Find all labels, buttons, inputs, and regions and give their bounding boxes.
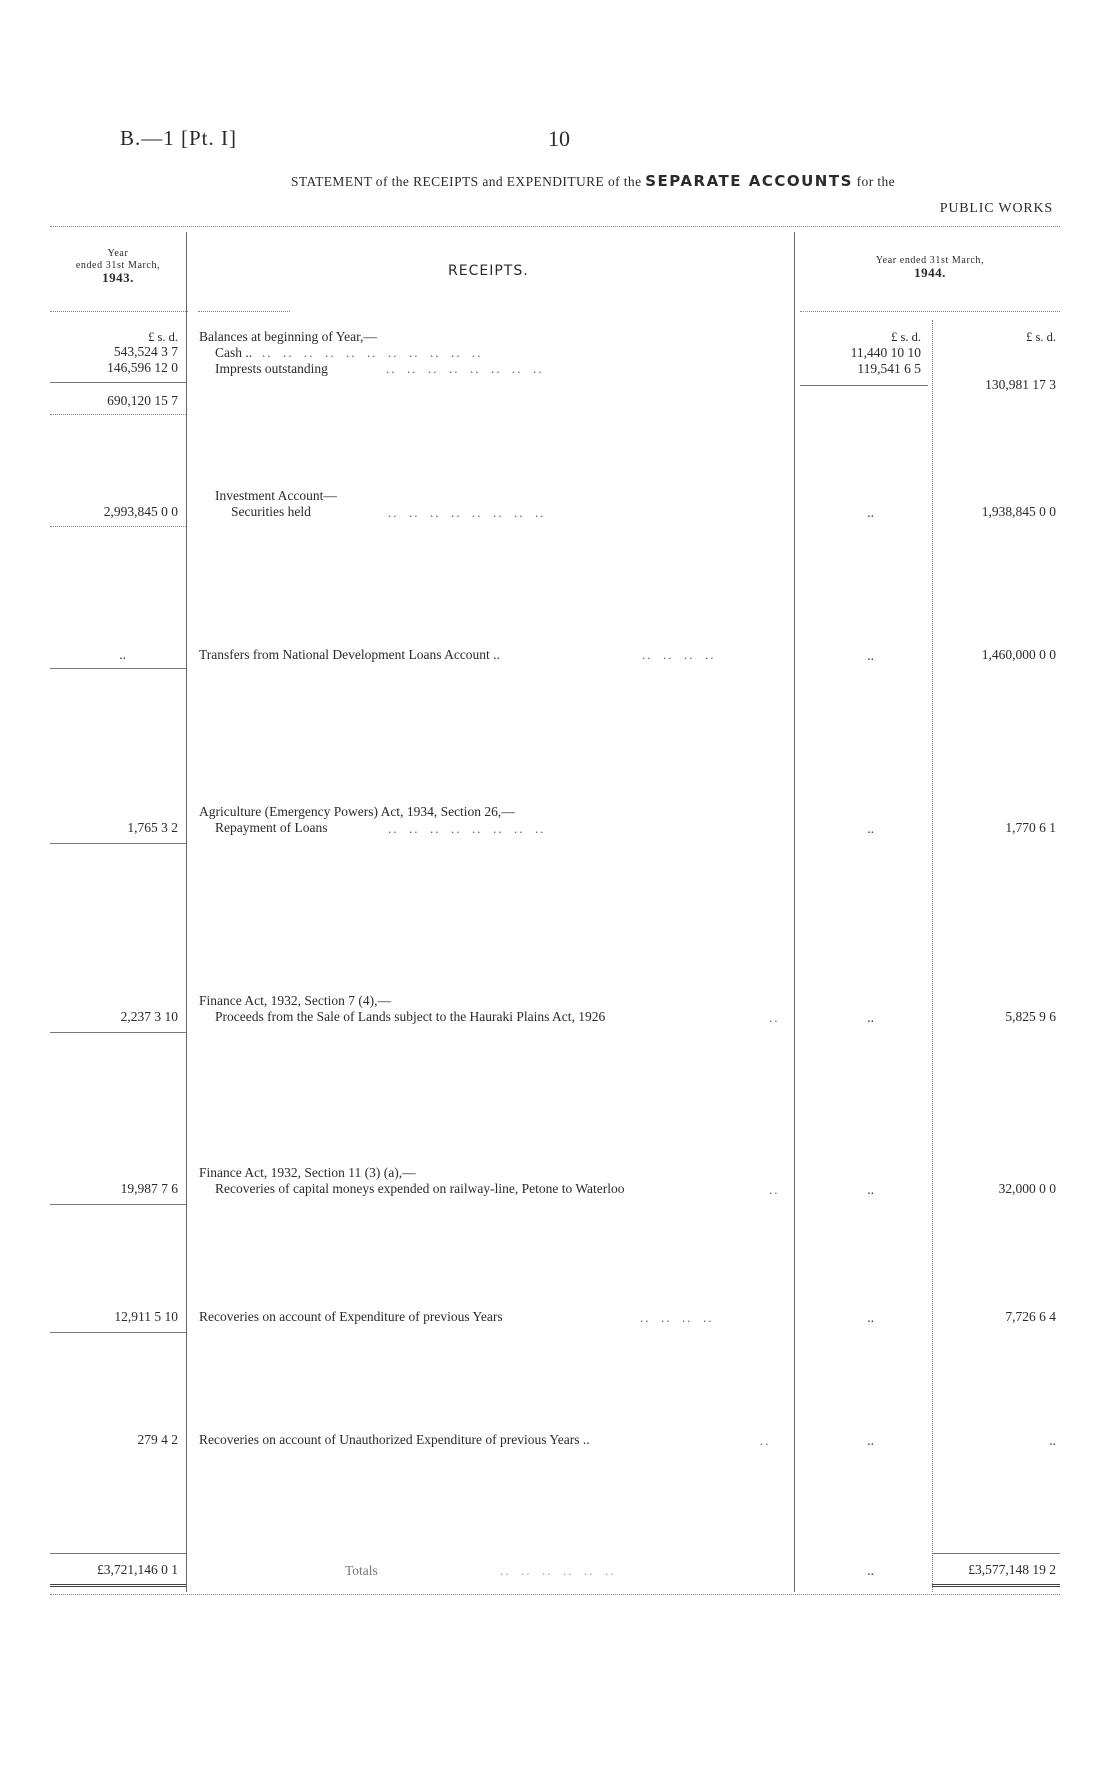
cur-transfers: 1,460,000 0 0	[981, 647, 1056, 662]
column-divider-subtotal	[932, 320, 933, 1592]
cur-sub-finance-s11: ..	[867, 1182, 874, 1197]
investment-leader: .. .. .. .. .. .. .. ..	[388, 505, 546, 520]
finance-s11-leader: ..	[769, 1182, 780, 1197]
statement-subtitle: PUBLIC WORKS	[939, 201, 1053, 216]
imprests-leader: .. .. .. .. .. .. .. ..	[386, 361, 544, 376]
header-rule-mid	[198, 311, 290, 312]
right-column-header	[800, 255, 1060, 281]
cash-leader: .. .. .. .. .. .. .. .. .. .. ..	[262, 345, 483, 360]
prev-balance-underline	[50, 414, 186, 415]
cur-investment: 1,938,845 0 0	[981, 504, 1056, 519]
cur-sub-transfers: ..	[867, 648, 874, 663]
left-header-line2: ended 31st March,	[75, 260, 161, 271]
totals-label: Totals	[345, 1563, 378, 1578]
right-sub-units: £ s. d.	[891, 330, 921, 344]
prev-finance-s11: 19,987 7 6	[120, 1181, 178, 1196]
cur-recoveries: 7,726 6 4	[1005, 1309, 1056, 1324]
investment-heading: Investment Account—	[215, 488, 337, 503]
left-header-line1: Year	[107, 248, 129, 259]
cash-label: Cash ..	[215, 345, 253, 360]
cur-sub-investment: ..	[867, 505, 874, 520]
recoveries-leader: .. .. .. ..	[640, 1310, 714, 1325]
finance-s7-leader: ..	[769, 1010, 780, 1025]
prev-transfers: ..	[119, 647, 126, 662]
statement-title	[291, 172, 895, 190]
prev-finance-s7: 2,237 3 10	[120, 1009, 178, 1024]
left-units: £ s. d.	[148, 330, 178, 344]
prev-agriculture-underline	[50, 843, 186, 844]
cur-totals: £3,577,148 19 2	[968, 1562, 1056, 1577]
finance-s7-heading: Finance Act, 1932, Section 7 (4),—	[199, 993, 391, 1008]
prev-totals-double-rule	[50, 1584, 186, 1587]
cur-imprests: 119,541 6 5	[857, 361, 921, 376]
page-reference: B.—1 [Pt. I]	[120, 126, 237, 150]
imprests-label: Imprests outstanding	[215, 361, 328, 376]
prev-investment: 2,993,845 0 0	[103, 504, 178, 519]
cur-totals-top-rule	[932, 1553, 1060, 1554]
column-divider-left	[186, 232, 187, 1592]
prev-investment-underline	[50, 526, 186, 527]
transfers-line: Transfers from National Development Loans Account ..	[199, 647, 500, 662]
header-top-rule	[50, 226, 1060, 227]
investment-line: Securities held	[231, 504, 311, 519]
prev-finance-s7-underline	[50, 1032, 186, 1033]
cur-agriculture: 1,770 6 1	[1005, 820, 1056, 835]
prev-transfers-underline	[50, 668, 186, 669]
finance-s11-heading: Finance Act, 1932, Section 11 (3) (a),—	[199, 1165, 416, 1180]
cur-cash: 11,440 10 10	[850, 345, 921, 360]
prev-recoveries-underline	[50, 1332, 186, 1333]
page-number: 10	[548, 126, 570, 151]
right-total-units: £ s. d.	[1026, 330, 1056, 344]
balances-heading: Balances at beginning of Year,—	[199, 329, 377, 344]
prev-imprests: 146,596 12 0	[107, 360, 178, 375]
transfers-leader: .. .. .. ..	[642, 647, 716, 662]
right-header-line1: Year ended 31st March,	[875, 255, 985, 266]
prev-totals-top-rule	[50, 1553, 186, 1554]
agriculture-leader: .. .. .. .. .. .. .. ..	[388, 821, 546, 836]
prev-totals: £3,721,146 0 1	[97, 1562, 178, 1577]
prev-recoveries: 12,911 5 10	[114, 1309, 178, 1324]
totals-leader: .. .. .. .. .. ..	[500, 1563, 616, 1578]
table-bottom-rule	[50, 1594, 1060, 1595]
prev-balance-rule	[50, 382, 186, 383]
cur-unauthorized: ..	[1049, 1433, 1056, 1448]
right-header-year: 1944.	[914, 265, 946, 280]
recoveries-line: Recoveries on account of Expenditure of previous Years	[199, 1309, 503, 1324]
unauthorized-line: Recoveries on account of Unauthorized Expenditure of previous Years ..	[199, 1432, 590, 1447]
unauthorized-leader: ..	[760, 1433, 771, 1448]
prev-unauthorized: 279 4 2	[137, 1432, 178, 1447]
prev-cash: 543,524 3 7	[113, 344, 178, 359]
finance-s7-line: Proceeds from the Sale of Lands subject to the Hauraki Plains Act, 1926	[215, 1009, 606, 1024]
cur-totals-double-rule	[932, 1584, 1060, 1587]
cur-sub-totals: ..	[867, 1563, 874, 1578]
cur-sub-agriculture: ..	[867, 821, 874, 836]
prev-finance-s11-underline	[50, 1204, 186, 1205]
left-header-year: 1943.	[102, 270, 134, 285]
header-rule-left	[50, 311, 188, 312]
prev-agriculture: 1,765 3 2	[127, 820, 178, 835]
column-divider-right	[794, 232, 795, 1592]
title-post: for the	[856, 174, 896, 189]
header-rule-right	[800, 311, 1060, 312]
left-column-header	[50, 248, 186, 286]
receipts-header: RECEIPTS.	[448, 263, 529, 279]
finance-s11-line: Recoveries of capital moneys expended on railway-line, Petone to Waterloo	[215, 1181, 625, 1196]
cur-finance-s11: 32,000 0 0	[998, 1181, 1056, 1196]
cur-sub-unauthorized: ..	[867, 1433, 874, 1448]
title-pre: STATEMENT of the RECEIPTS and EXPENDITURE of the	[291, 174, 642, 189]
cur-balance-rule	[800, 385, 928, 386]
agriculture-heading: Agriculture (Emergency Powers) Act, 1934, Section 26,—	[199, 804, 515, 819]
cur-balance-total: 130,981 17 3	[985, 377, 1056, 392]
cur-sub-recoveries: ..	[867, 1310, 874, 1325]
title-separate-accounts: SEPARATE ACCOUNTS	[645, 172, 853, 190]
agriculture-line: Repayment of Loans	[215, 820, 328, 835]
prev-balance-total: 690,120 15 7	[107, 393, 178, 408]
cur-sub-finance-s7: ..	[867, 1010, 874, 1025]
cur-finance-s7: 5,825 9 6	[1005, 1009, 1056, 1024]
